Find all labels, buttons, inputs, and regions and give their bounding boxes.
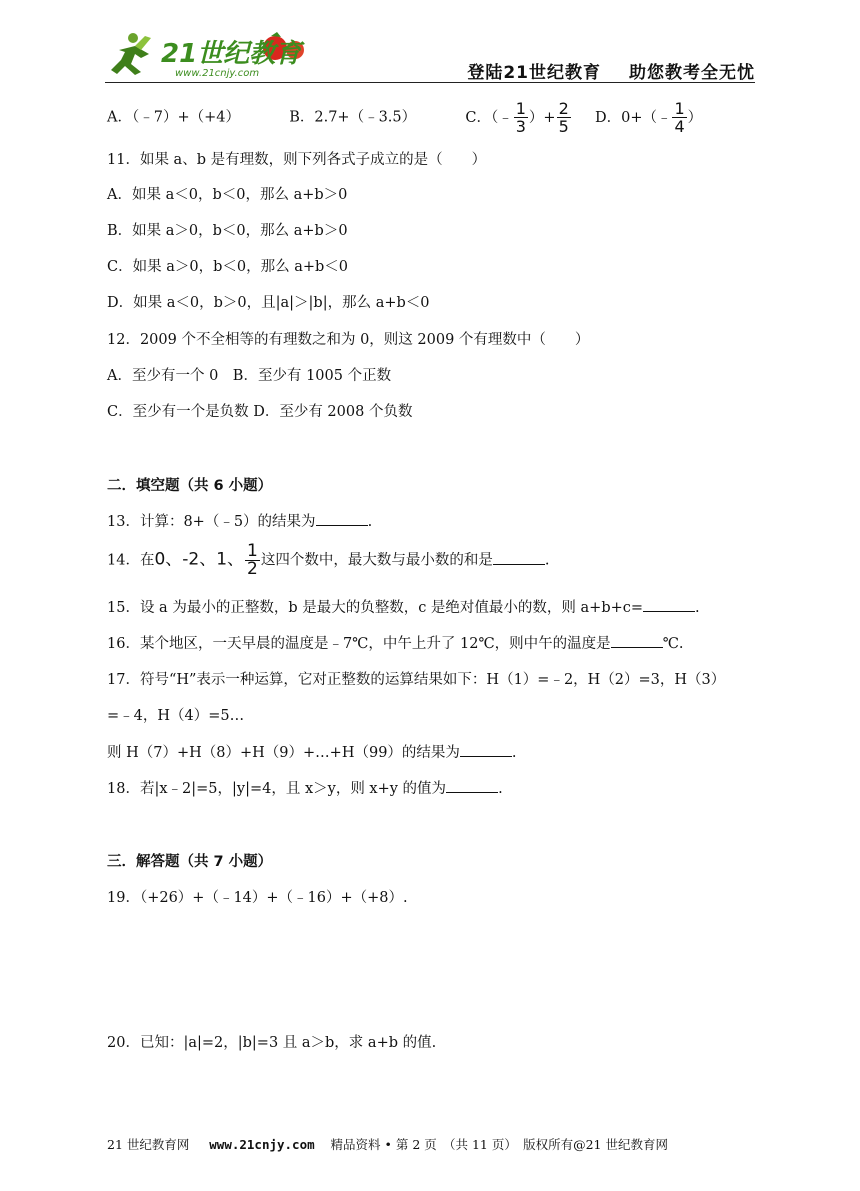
q16: 16．某个地区，一天早晨的温度是﹣7℃，中午上升了 12℃，则中午的温度是 ℃. bbox=[107, 636, 684, 652]
footer-info: 精品资料 • 第 2 页 （共 11 页） 版权所有@21 世纪教育网 bbox=[330, 1137, 668, 1152]
answer-blank bbox=[460, 744, 512, 757]
header-slogan bbox=[439, 58, 755, 83]
fraction: $\frac{1}{2}$ bbox=[247, 541, 258, 579]
answer-blank bbox=[446, 780, 498, 793]
answer-blank bbox=[611, 635, 663, 648]
q11-option-d: D．如果 a＜0，b＞0，且|a|＞|b|，那么 a+b＜0 bbox=[107, 295, 430, 311]
fraction: $\frac{2}{5}$ bbox=[558, 99, 569, 136]
q11-stem: 11．如果 a、b 是有理数，则下列各式子成立的是（ ） bbox=[107, 152, 487, 168]
q12-stem: 12．2009 个不全相等的有理数之和为 0，则这 2009 个有理数中（ ） bbox=[107, 332, 590, 348]
q20: 20．已知：|a|=2，|b|=3 且 a＞b，求 a+b 的值. bbox=[107, 1035, 437, 1051]
q14: 14．在0、-2、1、 $\frac{1}{2}$ 这四个数中，最大数与最小数的和是 . bbox=[107, 541, 550, 579]
fraction: $\frac{1}{4}$ bbox=[674, 99, 685, 136]
q12-options-ab: A．至少有一个 0 B．至少有 1005 个正数 bbox=[107, 368, 392, 384]
q10-option-a: A．（﹣7）+（+4） bbox=[107, 109, 240, 126]
logo-icon bbox=[105, 28, 310, 80]
slogan-login: 登陆21世纪教育 bbox=[467, 63, 601, 83]
q17-line2: =﹣4，H（4）=5… bbox=[107, 708, 245, 724]
q18: 18．若|x﹣2|=5，|y|=4，且 x＞y，则 x+y 的值为 . bbox=[107, 781, 503, 797]
q11-option-c: C．如果 a＞0，b＜0，那么 a+b＜0 bbox=[107, 259, 348, 275]
section-answer: 三．解答题（共 7 小题） bbox=[107, 854, 273, 870]
q17-line1: 17．符号“H”表示一种运算，它对正整数的运算结果如下：H（1）=﹣2，H（2）=3，H（3） bbox=[107, 672, 726, 688]
q17-line3: 则 H（7）+H（8）+H（9）+…+H（99）的结果为 . bbox=[107, 745, 517, 761]
svg-text:www.21cnjy.com: www.21cnjy.com bbox=[175, 68, 260, 79]
q19: 19．（+26）+（﹣14）+（﹣16）+（+8）. bbox=[107, 890, 408, 906]
answer-blank bbox=[316, 513, 368, 526]
answer-blank bbox=[493, 552, 545, 565]
q11-option-a: A．如果 a＜0，b＜0，那么 a+b＞0 bbox=[107, 187, 348, 203]
svg-text:21世纪教育: 21世纪教育 bbox=[161, 39, 302, 69]
q10-option-d: D．0+（﹣ $\frac{1}{4}$ ） bbox=[594, 99, 703, 136]
q10-options bbox=[107, 100, 702, 135]
q15: 15．设 a 为最小的正整数，b 是最大的负整数，c 是绝对值最小的数，则 a+b+c= . bbox=[107, 600, 700, 616]
page-header bbox=[105, 28, 755, 84]
answer-blank bbox=[643, 599, 695, 612]
slogan-help: 助您教考全无忧 bbox=[629, 63, 755, 83]
header-divider bbox=[105, 82, 755, 83]
q12-options-cd: C．至少有一个是负数 D．至少有 2008 个负数 bbox=[107, 404, 413, 420]
page-footer bbox=[107, 1135, 668, 1153]
q11-option-b: B．如果 a＞0，b＜0，那么 a+b＞0 bbox=[107, 223, 348, 239]
section-fill-in: 二．填空题（共 6 小题） bbox=[107, 478, 273, 494]
q10-option-b: B．2.7+（﹣3.5） bbox=[289, 109, 417, 126]
footer-url[interactable]: www.21cnjy.com bbox=[209, 1137, 315, 1152]
fraction: $\frac{1}{3}$ bbox=[515, 99, 526, 136]
q10-option-c: C．（﹣ $\frac{1}{3}$ ）+ $\frac{2}{5}$ bbox=[465, 99, 569, 136]
q13: 13．计算：8+（﹣5）的结果为 . bbox=[107, 514, 373, 530]
footer-site: 21 世纪教育网 bbox=[107, 1137, 190, 1152]
